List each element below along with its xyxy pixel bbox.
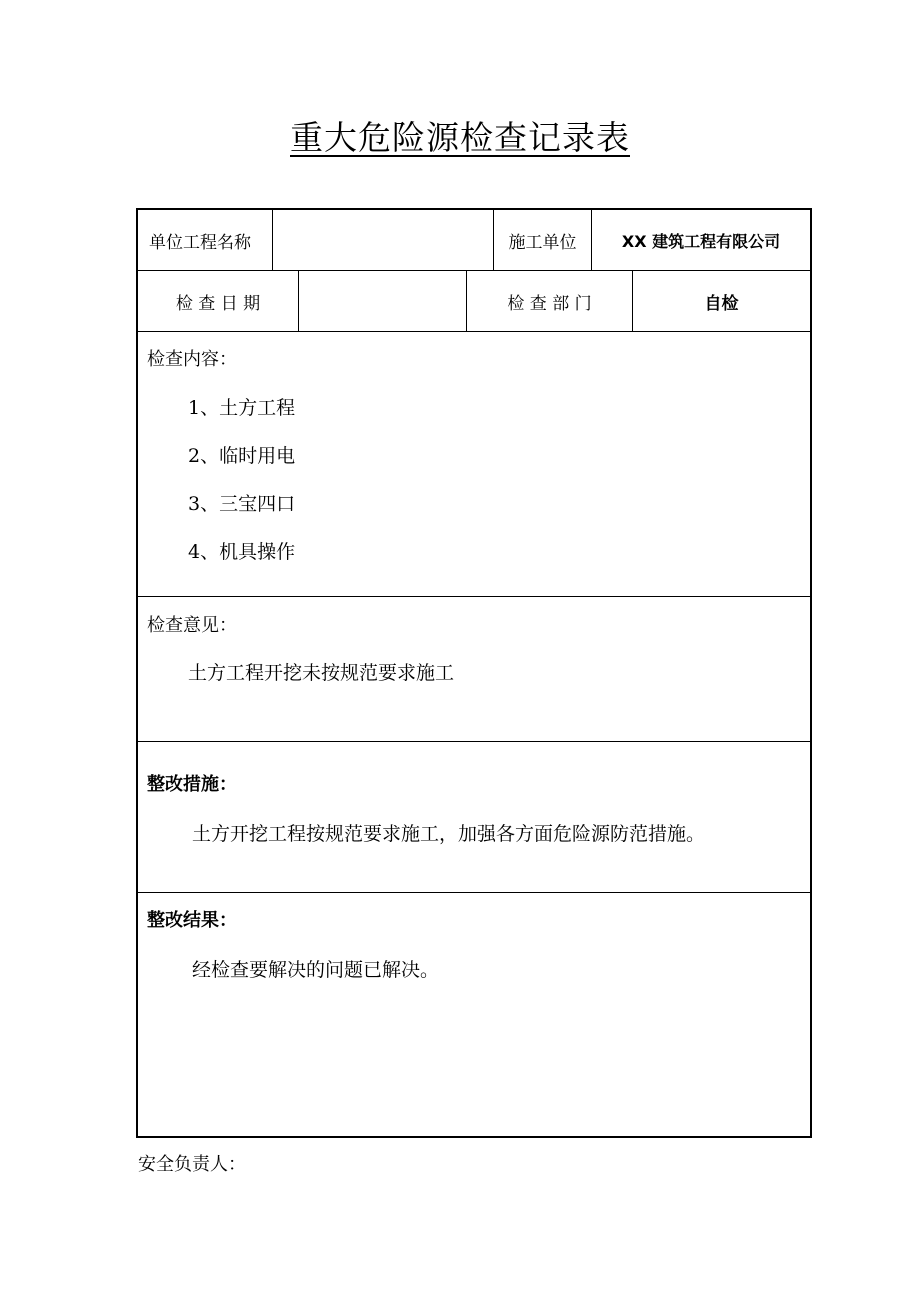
- check-dept-value[interactable]: 自检: [704, 293, 739, 314]
- safety-officer-label: 安全负责人：: [138, 1154, 246, 1175]
- check-dept-label: 检 查 部 门: [507, 293, 592, 314]
- record-table: [136, 208, 812, 1138]
- rectify-measures-label: 整改措施：: [147, 774, 237, 795]
- rectify-result-label: 整改结果：: [147, 910, 237, 931]
- check-opinion-label: 检查意见：: [147, 615, 237, 636]
- check-item: 4、机具操作: [188, 541, 296, 563]
- check-date-value[interactable]: [299, 271, 466, 331]
- rectify-result-text: 经检查要解决的问题已解决。: [192, 959, 440, 981]
- check-item: 1、土方工程: [188, 397, 296, 419]
- section-divider: [138, 892, 810, 893]
- row-divider: [138, 331, 810, 332]
- section-divider: [138, 741, 810, 742]
- check-item: 2、临时用电: [188, 445, 296, 467]
- check-opinion-text: 土方工程开挖未按规范要求施工: [188, 662, 455, 684]
- builder-value[interactable]: XX 建筑工程有限公司: [621, 231, 781, 251]
- section-divider: [138, 596, 810, 597]
- project-name-value[interactable]: [273, 210, 493, 270]
- page-title: 重大危险源检查记录表: [290, 118, 630, 157]
- rectify-measures-text: 土方开挖工程按规范要求施工，加强各方面危险源防范措施。: [192, 823, 706, 845]
- check-date-label: 检 查 日 期: [175, 293, 261, 314]
- project-name-label: 单位工程名称: [149, 232, 251, 253]
- builder-label: 施工单位: [508, 232, 577, 253]
- check-content-label: 检查内容：: [147, 349, 237, 370]
- check-item: 3、三宝四口: [188, 493, 296, 515]
